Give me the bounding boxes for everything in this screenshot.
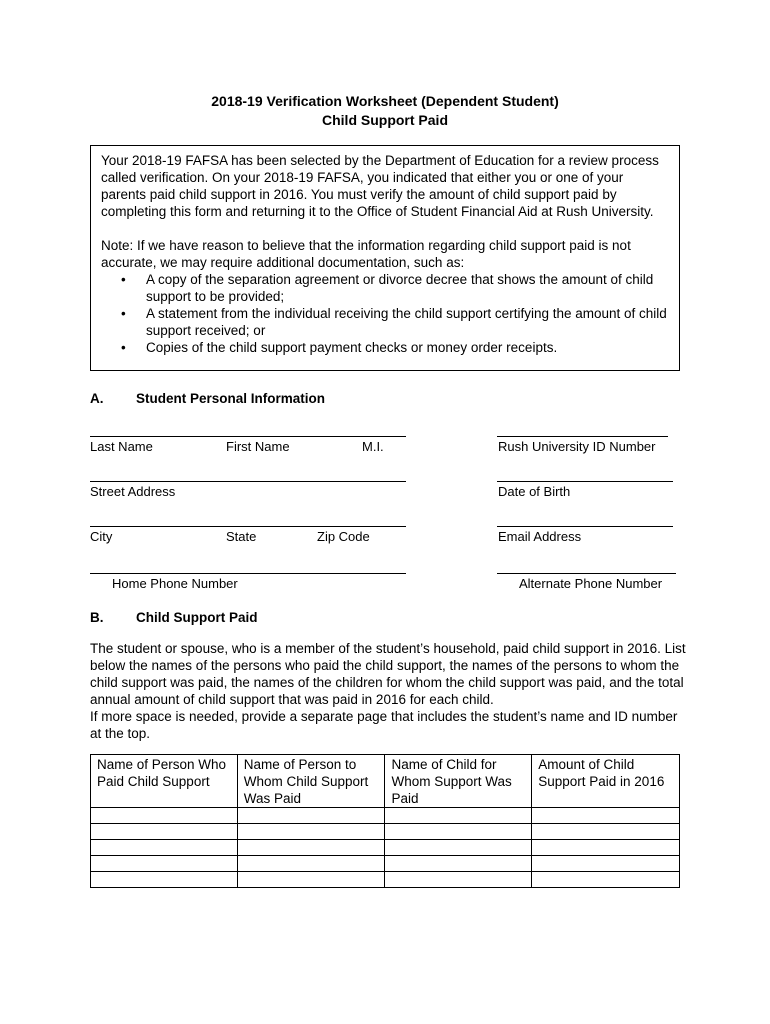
table-cell-recipient[interactable] <box>237 840 385 856</box>
last-name-label: Last Name <box>90 439 153 454</box>
table-cell-payer[interactable] <box>91 824 238 840</box>
section-b-title: Child Support Paid <box>136 610 258 625</box>
table-row <box>91 856 680 872</box>
home-phone-input-line[interactable] <box>90 573 406 574</box>
child-support-instructions <box>90 640 690 742</box>
mi-label: M.I. <box>362 439 384 454</box>
section-b-letter: B. <box>90 610 104 625</box>
table-row <box>91 872 680 888</box>
instructions-paragraph: The student or spouse, who is a member of the student’s household, paid child support in 2016. List below the names of the persons who paid the child support, the names of the persons to whom the child support was paid, the names of the children for whom the child support was paid, and the total annual amount of child support that was paid in 2016 for each child. <box>90 641 686 707</box>
date-of-birth-label: Date of Birth <box>498 484 571 499</box>
list-item <box>121 271 669 305</box>
city-state-zip-input-line[interactable] <box>90 526 406 527</box>
documentation-list <box>101 271 669 356</box>
notice-note: Note: If we have reason to believe that the information regarding child support paid is not accurate, we may require additional documentation, such as: <box>101 238 631 270</box>
table-cell-child[interactable] <box>385 872 532 888</box>
table-cell-payer[interactable] <box>91 872 238 888</box>
table-cell-amount[interactable] <box>532 824 680 840</box>
column-header-payer: Name of Person Who Paid Child Support <box>91 755 238 808</box>
table-cell-amount[interactable] <box>532 872 680 888</box>
table-cell-amount[interactable] <box>532 840 680 856</box>
section-a-letter: A. <box>90 391 104 406</box>
home-phone-label: Home Phone Number <box>112 576 238 591</box>
zip-code-label: Zip Code <box>317 529 370 544</box>
table-row <box>91 808 680 824</box>
street-address-label: Street Address <box>90 484 176 499</box>
verification-notice-box <box>90 145 680 371</box>
bullet-icon: • <box>121 272 126 287</box>
state-label: State <box>226 529 257 544</box>
alternate-phone-label: Alternate Phone Number <box>519 576 663 591</box>
table-cell-recipient[interactable] <box>237 808 385 824</box>
child-support-table <box>90 754 680 888</box>
column-header-amount: Amount of Child Support Paid in 2016 <box>532 755 680 808</box>
page-subtitle: Child Support Paid <box>322 112 448 128</box>
section-a-title: Student Personal Information <box>136 391 326 406</box>
rush-id-label: Rush University ID Number <box>498 439 656 454</box>
email-input-line[interactable] <box>497 526 673 527</box>
table-cell-payer[interactable] <box>91 808 238 824</box>
table-cell-recipient[interactable] <box>237 872 385 888</box>
list-item <box>121 339 669 356</box>
alternate-phone-input-line[interactable] <box>497 573 676 574</box>
date-of-birth-input-line[interactable] <box>497 481 673 482</box>
column-header-child: Name of Child for Whom Support Was Paid <box>385 755 532 808</box>
email-address-label: Email Address <box>498 529 582 544</box>
notice-paragraph: Your 2018-19 FAFSA has been selected by the Department of Education for a review process called verification. On your 2018-19 FAFSA, you indicated that either you or one of your parents paid child support in 2016. You must verify the amount of child support paid by completing this form and returning it to the Office of Student Financial Aid at Rush University. <box>101 153 659 219</box>
list-item-text: A statement from the individual receiving the child support certifying the amount of child support received; or <box>146 306 667 338</box>
table-cell-child[interactable] <box>385 824 532 840</box>
table-cell-amount[interactable] <box>532 856 680 872</box>
column-header-recipient: Name of Person to Whom Child Support Was Paid <box>237 755 385 808</box>
table-cell-child[interactable] <box>385 856 532 872</box>
list-item <box>121 305 669 339</box>
list-item-text: Copies of the child support payment checks or money order receipts. <box>146 340 558 355</box>
name-input-line[interactable] <box>90 436 406 437</box>
table-cell-recipient[interactable] <box>237 856 385 872</box>
table-cell-amount[interactable] <box>532 808 680 824</box>
table-cell-child[interactable] <box>385 808 532 824</box>
table-header-row <box>91 755 680 808</box>
first-name-label: First Name <box>226 439 290 454</box>
rush-id-input-line[interactable] <box>497 436 668 437</box>
bullet-icon: • <box>121 340 126 355</box>
page-title: 2018-19 Verification Worksheet (Dependent Student) <box>211 93 559 109</box>
table-cell-recipient[interactable] <box>237 824 385 840</box>
extra-space-note: If more space is needed, provide a separate page that includes the student’s name and ID number at the top. <box>90 709 678 741</box>
table-cell-child[interactable] <box>385 840 532 856</box>
table-row <box>91 840 680 856</box>
street-address-input-line[interactable] <box>90 481 406 482</box>
city-label: City <box>90 529 113 544</box>
table-cell-payer[interactable] <box>91 840 238 856</box>
bullet-icon: • <box>121 306 126 321</box>
table-cell-payer[interactable] <box>91 856 238 872</box>
list-item-text: A copy of the separation agreement or divorce decree that shows the amount of child support to be provided; <box>146 272 654 304</box>
table-row <box>91 824 680 840</box>
